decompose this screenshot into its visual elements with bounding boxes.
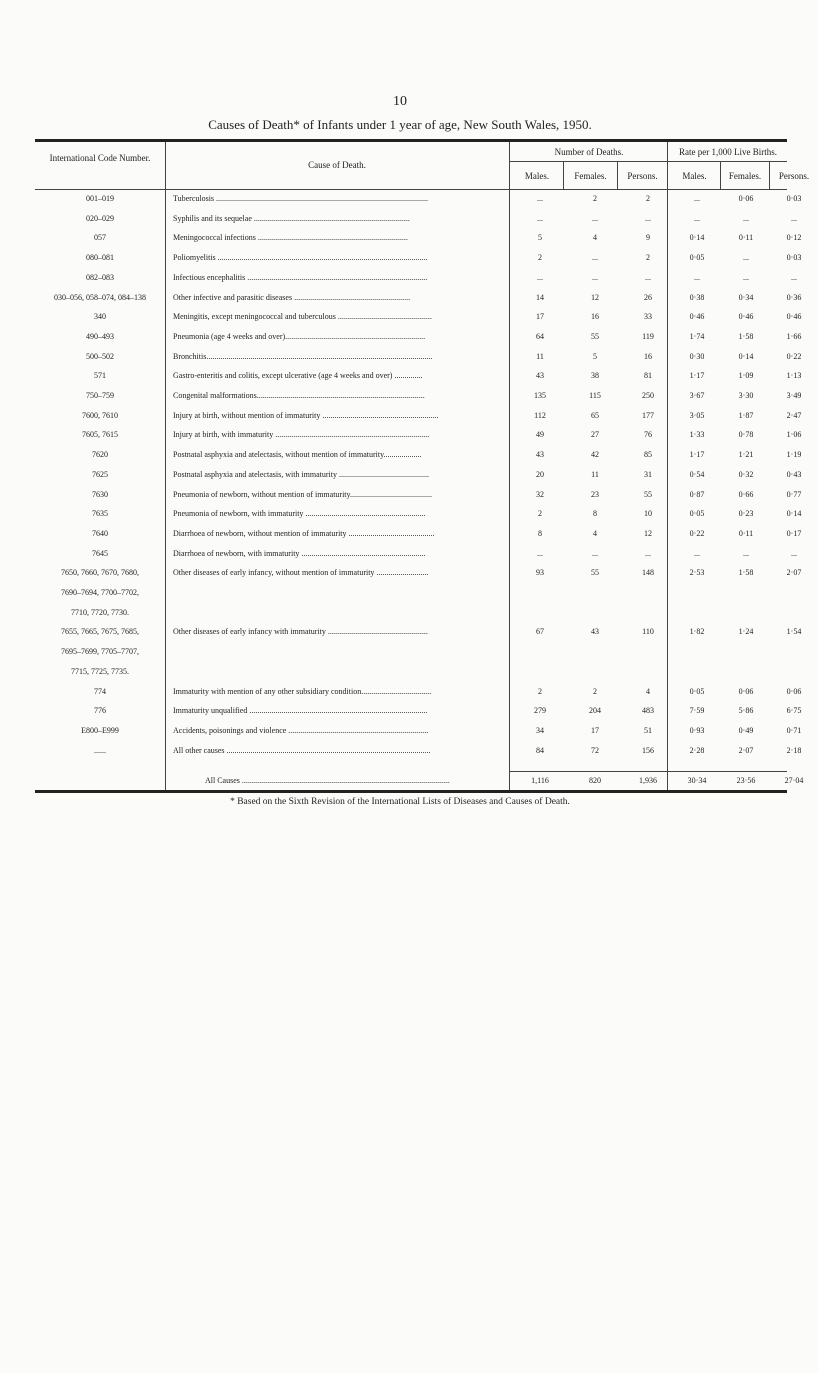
page-number: 10 <box>393 94 407 109</box>
cause-cell: Immaturity with mention of any other subsidiary condition................................... <box>173 686 432 696</box>
code-cell: 7695–7699, 7705–7707, <box>61 647 139 657</box>
table-row <box>35 528 802 539</box>
header-rate-females: Females. <box>728 171 762 181</box>
females-cell: 2 <box>593 194 597 203</box>
code-cell: 571 <box>94 371 106 381</box>
persons-cell: ... <box>645 213 651 223</box>
rate-females-cell: ... <box>743 253 749 263</box>
code-cell: 7630 <box>92 489 108 499</box>
cause-cell: Other diseases of early infancy, without mention of immaturity .......................... <box>173 568 429 578</box>
persons-cell: ... <box>645 272 651 282</box>
cause-cell: Tuberculosis .......................................................................................................... <box>173 194 429 203</box>
rate-females-cell: 1·24 <box>738 627 754 637</box>
females-cell: 11 <box>591 469 599 479</box>
rate-persons-cell: 3·49 <box>786 391 802 400</box>
rate-females-cell: 0·34 <box>738 292 754 302</box>
rate-males-cell: ... <box>694 272 700 282</box>
table-row <box>35 351 802 362</box>
rate-females-cell: 2·07 <box>738 745 754 755</box>
males-cell: 14 <box>536 292 544 302</box>
code-cell: 7605, 7615 <box>82 430 118 440</box>
table-row <box>35 745 802 756</box>
females-cell: 55 <box>591 331 599 341</box>
header-males: Males. <box>524 171 550 181</box>
persons-cell: 4 <box>646 686 650 696</box>
code-cell: 082–083 <box>86 272 114 282</box>
cause-cell: Diarrhoea of newborn, with immaturity .............................................................. <box>173 548 426 558</box>
females-cell: 38 <box>591 371 599 381</box>
persons-cell: 148 <box>642 568 654 578</box>
table-row <box>35 489 802 500</box>
rate-males-cell: 0·30 <box>689 351 705 361</box>
rate-persons-cell: 0·17 <box>786 528 802 538</box>
persons-cell: 483 <box>642 706 654 716</box>
table-row <box>35 371 802 381</box>
persons-cell: 12 <box>644 528 652 538</box>
rate-persons-cell: 0·77 <box>786 489 802 499</box>
males-cell: 34 <box>536 725 544 735</box>
code-cell: 080–081 <box>86 253 114 263</box>
table-row <box>35 430 802 440</box>
rate-females-cell: 0·78 <box>738 430 754 440</box>
males-cell: ... <box>537 548 543 558</box>
cause-cell: Bronchitis................................................................................................................. <box>173 351 433 361</box>
header-bottom-rule <box>35 189 787 190</box>
rate-males-cell: 0·38 <box>689 292 705 302</box>
rate-persons-cell: ... <box>791 213 797 223</box>
table-row <box>35 213 797 224</box>
rate-females-cell: 1·09 <box>738 371 754 381</box>
persons-cell: 33 <box>644 312 652 322</box>
cause-cell: Injury at birth, with immaturity ............................................................................. <box>173 430 430 440</box>
rate-females-cell: 0·46 <box>738 312 754 322</box>
females-cell: 55 <box>591 568 599 578</box>
persons-cell: 2 <box>646 253 650 263</box>
table-row <box>35 292 802 303</box>
header-rate-males: Males. <box>682 171 707 181</box>
persons-cell: 76 <box>644 430 652 440</box>
rate-males-cell: 0·54 <box>689 469 705 479</box>
rate-persons-cell: 1·13 <box>786 371 802 381</box>
table-row <box>35 272 797 283</box>
rate-females-cell: 0·23 <box>738 509 754 519</box>
rate-females-cell: 0·32 <box>738 469 754 479</box>
persons-cell: 55 <box>644 489 652 499</box>
header-rate-persons: Persons. <box>778 171 810 181</box>
table-row <box>35 410 802 421</box>
rate-females-cell: ... <box>743 548 749 558</box>
table-row <box>35 312 802 322</box>
persons-cell: 85 <box>644 450 652 460</box>
rate-males-cell: ... <box>694 548 700 558</box>
rate-males-cell: 2·28 <box>689 745 705 755</box>
table-row <box>35 568 802 578</box>
header-code: International Code Number. <box>49 153 151 163</box>
code-cell: 340 <box>94 312 106 322</box>
rate-males-cell: ... <box>694 213 700 223</box>
total-rate-females: 23·56 <box>736 776 756 785</box>
table-row <box>35 509 802 519</box>
rate-males-cell: 0·93 <box>689 725 705 735</box>
males-cell: 2 <box>538 253 542 263</box>
rate-persons-cell: 2·07 <box>786 568 802 578</box>
total-label: All Causes ........................................................................................................ <box>205 776 450 785</box>
cause-cell: All other causes ...................................................................................................... <box>173 745 431 755</box>
females-cell: 27 <box>591 430 599 440</box>
code-cell: 030–056, 058–074, 084–138 <box>54 292 146 302</box>
total-rate-males: 30·34 <box>687 776 707 785</box>
cause-cell: Pneumonia of newborn, with immaturity ............................................................ <box>173 509 426 519</box>
table-row <box>35 608 787 618</box>
males-cell: 43 <box>536 450 544 460</box>
code-cell: 7710, 7720, 7730. <box>71 607 129 617</box>
rate-females-cell: 1·21 <box>738 450 754 460</box>
rate-males-cell: 3·67 <box>689 391 705 400</box>
cause-cell: Pneumonia (age 4 weeks and over)...................................................................... <box>173 331 426 341</box>
group-underline <box>509 161 787 162</box>
females-cell: ... <box>592 548 598 558</box>
males-cell: 8 <box>538 528 542 538</box>
table-row <box>35 548 797 559</box>
females-cell: 8 <box>593 509 597 519</box>
total-rate-persons: 27·04 <box>784 776 804 785</box>
females-cell: 72 <box>591 745 599 755</box>
header-rate-group: Rate per 1,000 Live Births. <box>679 147 777 157</box>
rate-persons-cell: 0·06 <box>786 686 802 696</box>
cause-cell: Pneumonia of newborn, without mention of immaturity......................................... <box>173 489 433 499</box>
total-top-rule <box>509 771 787 772</box>
code-cell: 774 <box>94 686 106 696</box>
males-cell: 20 <box>536 469 544 479</box>
females-cell: 204 <box>589 706 601 716</box>
rate-males-cell: 1·82 <box>689 627 705 637</box>
code-cell: 7600, 7610 <box>82 410 118 420</box>
rate-males-cell: 3·05 <box>689 410 705 420</box>
rate-persons-cell: 0·43 <box>786 469 802 479</box>
cause-cell: Accidents, poisonings and violence ...................................................................... <box>173 725 429 735</box>
table-row <box>35 706 802 716</box>
rate-males-cell: 0·05 <box>689 253 705 263</box>
males-cell: 11 <box>536 351 544 361</box>
cause-cell: Gastro-enteritis and colitis, except ulcerative (age 4 weeks and over) .............. <box>173 371 423 381</box>
table-row <box>35 725 802 736</box>
code-cell: 7620 <box>92 450 108 460</box>
code-cell: E800–E999 <box>81 725 119 735</box>
table-row <box>35 194 802 204</box>
males-cell: 2 <box>538 509 542 519</box>
code-cell: 7635 <box>92 509 108 519</box>
total-persons: 1,936 <box>639 776 657 785</box>
rate-persons-cell: 0·03 <box>786 253 802 263</box>
males-cell: 84 <box>536 745 544 755</box>
persons-cell: 177 <box>642 410 654 420</box>
table-row <box>35 391 802 401</box>
rate-persons-cell: 0·71 <box>786 725 802 735</box>
rate-males-cell: ... <box>694 194 700 203</box>
rate-persons-cell: 1·19 <box>786 450 802 460</box>
total-row <box>35 776 804 786</box>
total-males: 1,116 <box>531 776 549 785</box>
rate-persons-cell: 1·66 <box>786 331 802 341</box>
males-cell: 135 <box>534 391 546 400</box>
table-row <box>35 627 802 637</box>
cause-cell: Diarrhoea of newborn, without mention of immaturity ........................................... <box>173 528 435 538</box>
cause-cell: Infectious encephalitis .......................................................................................... <box>173 272 428 282</box>
rate-males-cell: 1·17 <box>689 450 705 460</box>
persons-cell: 119 <box>642 331 654 341</box>
rate-females-cell: 1·58 <box>738 331 754 341</box>
rate-persons-cell: 6·75 <box>786 706 802 716</box>
cause-cell: Syphilis and its sequelae .............................................................................. <box>173 213 410 223</box>
males-cell: 49 <box>536 430 544 440</box>
rate-males-cell: 0·22 <box>689 528 705 538</box>
females-cell: 12 <box>591 292 599 302</box>
table-row <box>35 588 787 598</box>
rate-females-cell: 1·58 <box>738 568 754 578</box>
persons-cell: 26 <box>644 292 652 302</box>
males-cell: ... <box>537 272 543 282</box>
males-cell: 67 <box>536 627 544 637</box>
header-females: Females. <box>574 171 607 181</box>
rate-females-cell: 3·30 <box>738 391 754 400</box>
rate-males-cell: 1·74 <box>689 331 705 341</box>
code-cell: 7715, 7725, 7735. <box>71 666 129 676</box>
cause-cell: Other infective and parasitic diseases .......................................................... <box>173 292 411 302</box>
code-cell: 490–493 <box>86 331 114 341</box>
males-cell: ... <box>537 213 543 223</box>
table-row <box>35 667 787 677</box>
males-cell: 64 <box>536 331 544 341</box>
persons-cell: 2 <box>646 194 650 203</box>
males-cell: 93 <box>536 568 544 578</box>
females-cell: ... <box>592 213 598 223</box>
males-cell: 279 <box>534 706 546 716</box>
females-cell: 4 <box>593 528 597 538</box>
rate-females-cell: 0·66 <box>738 489 754 499</box>
persons-cell: 16 <box>644 351 652 361</box>
persons-cell: 156 <box>642 745 654 755</box>
cause-cell: Poliomyelitis ......................................................................................................... <box>173 253 428 263</box>
rate-males-cell: 0·05 <box>689 509 705 519</box>
females-cell: 16 <box>591 312 599 322</box>
data-table <box>35 139 810 793</box>
code-cell: 7640 <box>92 528 108 538</box>
table-row <box>35 331 802 342</box>
females-cell: 43 <box>591 627 599 637</box>
cause-cell: Other diseases of early infancy with immaturity .................................................. <box>173 627 428 637</box>
header-cause: Cause of Death. <box>308 160 366 170</box>
persons-cell: 31 <box>644 469 652 479</box>
rate-males-cell: 0·05 <box>689 686 705 696</box>
code-cell: 020–029 <box>86 213 114 223</box>
rate-males-cell: 2·53 <box>689 568 705 578</box>
table-row <box>35 647 787 657</box>
rate-females-cell: 0·06 <box>738 686 754 696</box>
code-cell: 500–502 <box>86 351 114 361</box>
males-cell: 32 <box>536 489 544 499</box>
rate-males-cell: 0·87 <box>689 489 705 499</box>
header-deaths-group: Number of Deaths. <box>554 147 624 157</box>
rate-males-cell: 7·59 <box>689 706 705 716</box>
persons-cell: 10 <box>644 509 652 519</box>
code-cell: 750–759 <box>86 391 114 400</box>
persons-cell: 81 <box>644 371 652 381</box>
rate-females-cell: 0·49 <box>738 725 754 735</box>
females-cell: 115 <box>589 391 601 400</box>
males-cell: 112 <box>534 410 546 420</box>
code-cell: 7690–7694, 7700–7702, <box>61 588 139 597</box>
females-cell: ... <box>592 272 598 282</box>
rate-persons-cell: 2·47 <box>786 410 802 420</box>
rate-persons-cell: 2·18 <box>786 745 802 755</box>
rate-persons-cell: ... <box>791 272 797 282</box>
code-cell: 001–019 <box>86 194 114 203</box>
rate-persons-cell: 0·14 <box>786 509 802 519</box>
table-bottom-rule <box>35 790 787 793</box>
males-cell: 5 <box>538 233 542 243</box>
code-cell: 057 <box>94 233 106 243</box>
code-cell: 7655, 7665, 7675, 7685, <box>61 627 139 637</box>
header-persons: Persons. <box>627 171 658 181</box>
rate-persons-cell: 0·03 <box>786 194 802 203</box>
code-cell: 7645 <box>92 548 108 558</box>
rate-females-cell: 5·86 <box>738 706 754 716</box>
cause-cell: Congenital malformations.................................................................................... <box>173 391 425 400</box>
cause-cell: Postnatal asphyxia and atelectasis, with immaturity ............................................. <box>173 469 429 479</box>
table-row <box>35 253 802 263</box>
rate-females-cell: 1·87 <box>738 410 754 420</box>
table-title: Causes of Death* of Infants under 1 year of age, New South Wales, 1950. <box>208 117 592 132</box>
females-cell: 42 <box>591 450 599 460</box>
rate-persons-cell: 0·36 <box>786 292 802 302</box>
cause-cell: Postnatal asphyxia and atelectasis, without mention of immaturity................... <box>173 450 422 460</box>
rate-females-cell: 0·11 <box>738 233 754 243</box>
rate-males-cell: 0·46 <box>689 312 705 322</box>
rate-persons-cell: ... <box>791 548 797 558</box>
rate-persons-cell: 0·22 <box>786 351 802 361</box>
table-top-rule <box>35 139 787 142</box>
rate-females-cell: ... <box>743 213 749 223</box>
cause-cell: Immaturity unqualified ......................................................................................... <box>173 706 428 716</box>
males-cell: ... <box>537 194 543 203</box>
females-cell: 23 <box>591 489 599 499</box>
persons-cell: 9 <box>646 233 650 243</box>
table-row <box>35 450 802 460</box>
males-cell: 43 <box>536 371 544 381</box>
persons-cell: 250 <box>642 391 654 400</box>
code-cell: 7625 <box>92 469 108 479</box>
persons-cell: 51 <box>644 725 652 735</box>
females-cell: 2 <box>593 686 597 696</box>
rate-males-cell: 1·33 <box>689 430 705 440</box>
table-row <box>35 469 802 480</box>
persons-cell: 110 <box>642 627 654 637</box>
females-cell: 17 <box>591 725 599 735</box>
cause-cell: Injury at birth, without mention of immaturity .......................................................... <box>173 410 439 420</box>
cause-cell: Meningitis, except meningococcal and tuberculous ............................................... <box>173 312 432 322</box>
rate-persons-cell: 1·54 <box>786 627 802 637</box>
rate-males-cell: 0·14 <box>689 233 705 243</box>
rate-persons-cell: 1·06 <box>786 430 802 440</box>
females-cell: 65 <box>591 410 599 420</box>
rate-females-cell: 0·11 <box>738 528 754 538</box>
code-cell: 776 <box>94 706 106 716</box>
females-cell: 4 <box>593 233 597 243</box>
persons-cell: ... <box>645 548 651 558</box>
cause-cell: Meningococcal infections ........................................................................... <box>173 233 408 243</box>
rate-females-cell: 0·06 <box>738 194 754 203</box>
rate-persons-cell: 0·46 <box>786 312 802 322</box>
rate-females-cell: ... <box>743 272 749 282</box>
males-cell: 2 <box>538 686 542 696</box>
rate-females-cell: 0·14 <box>738 351 754 361</box>
code-cell: ...... <box>94 745 106 755</box>
code-cell: 7650, 7660, 7670, 7680, <box>61 568 139 578</box>
table-row <box>35 686 802 697</box>
total-females: 820 <box>589 776 601 785</box>
males-cell: 17 <box>536 312 544 322</box>
footnote: * Based on the Sixth Revision of the International Lists of Diseases and Causes of Death. <box>230 797 570 807</box>
table-row <box>35 233 802 243</box>
females-cell: ... <box>592 253 598 263</box>
rate-males-cell: 1·17 <box>689 371 705 381</box>
rate-persons-cell: 0·12 <box>786 233 802 243</box>
females-cell: 5 <box>593 351 597 361</box>
